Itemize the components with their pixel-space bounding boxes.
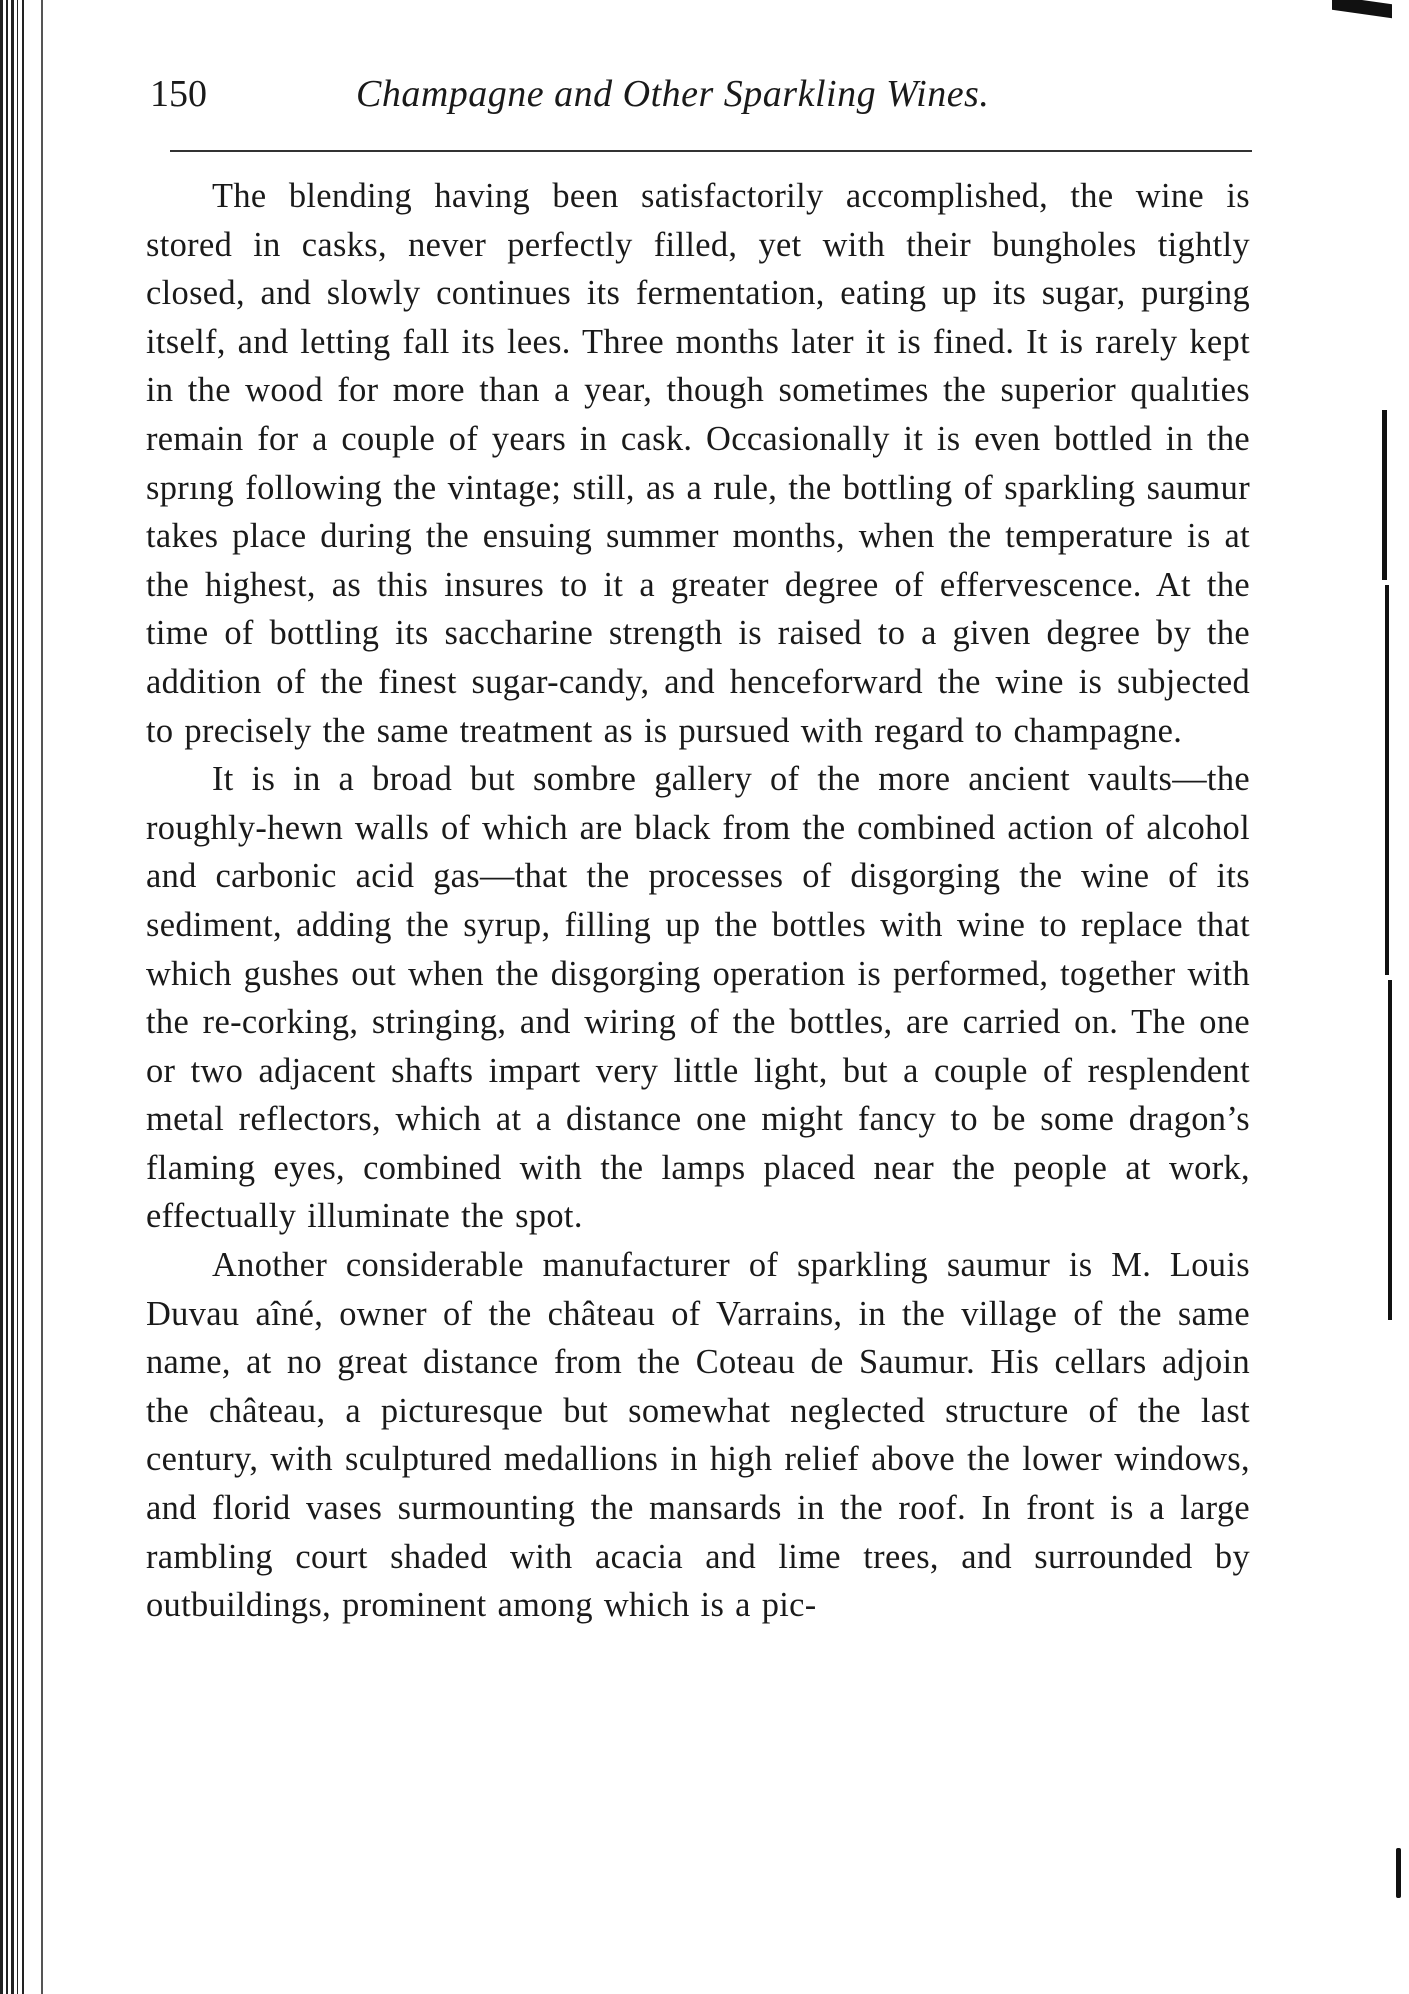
running-title: Champagne and Other Sparkling Wines. [356,73,990,115]
body-text [146,172,1250,1630]
right-edge-mark [1396,1848,1401,1898]
running-header [146,72,1246,132]
header-rule [170,150,1252,152]
right-edge-mark [1388,980,1392,1320]
corner-tab-mark [1332,0,1392,18]
right-edge-mark [1385,585,1389,975]
binding-edge [0,0,46,1994]
right-edge-mark [1382,410,1387,580]
paragraph-3: Another considerable manufacturer of sparkling saumur is M. Louis Duvau aîné, owner of the château of Varrains, in the village of the same name, at no great distance from the Coteau de Saumur. His cellars adjoin the château, a picturesque but somewhat neglected structure of the last century, with sculptured medallions in high relief above the lower windows, and florid vases surmounting the mansards in the roof. In front is a large rambling court shaded with acacia and lime trees, and surrounded by outbuildings, prominent among which is a pic- [146,1246,1250,1625]
paragraph-1: The blending having been satisfactorily accomplished, the wine is stored in casks, never perfectly filled, yet with their bungholes tightly closed, and slowly continues its fermentation, eating up its sugar, purging itself, and letting fall its lees. Three months later it is fined. It is rarely kept in the wood for more than a year, though sometimes the superior qualıties remain for a couple of years in cask. Occasionally it is even bottled in the sprıng following the vintage; still, as a rule, the bottling of sparkling saumur takes place during the ensuing summer months, when the temperature is at the highest, as this insures to it a greater degree of effervescence. At the time of bottling its saccharine strength is raised to a given degree by the addition of the finest sugar-candy, and henceforward the wine is subjected to precisely the same treatment as is pursued with regard to champagne. [146,177,1250,750]
page-number: 150 [150,73,207,115]
paragraph-2: It is in a broad but sombre gallery of the more ancient vaults—the roughly-hewn walls of which are black from the combined action of alcohol and carbonic acid gas—that the processes of disgorging the wine of its sediment, adding the syrup, filling up the bottles with wine to replace that which gushes out when the disgorging operation is performed, together with the re-corking, stringing, and wiring of the bottles, are carried on. The one or two adjacent shafts impart very little light, but a couple of resplendent metal reflectors, which at a distance one might fancy to be some dragon’s flaming eyes, combined with the lamps placed near the people at work, effectually illuminate the spot. [146,760,1250,1236]
